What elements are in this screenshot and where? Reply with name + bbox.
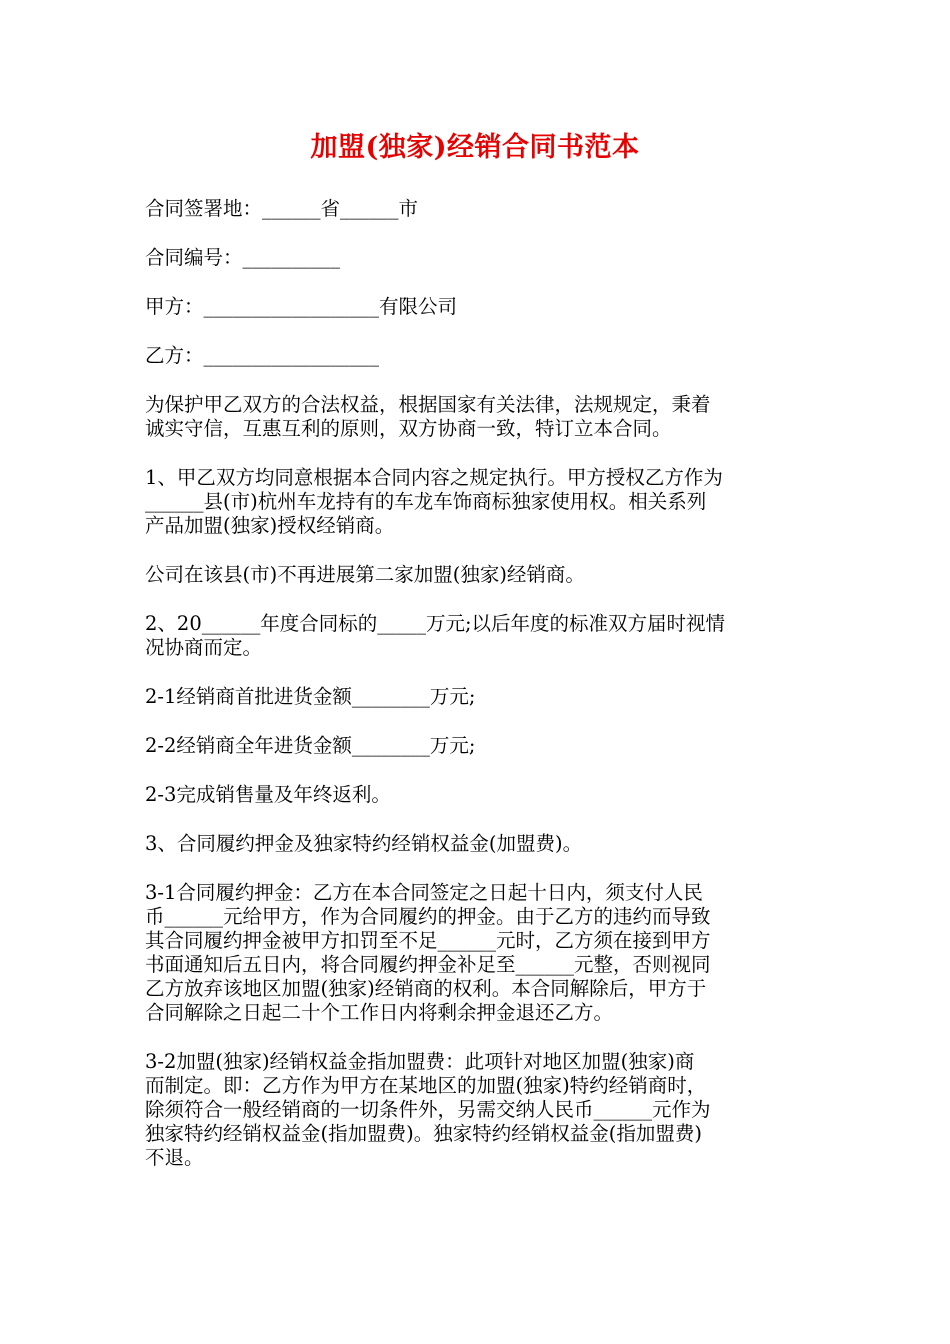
paragraph-line: 乙方：__________________	[145, 344, 380, 367]
paragraph-line: 3、合同履约押金及独家特约经销权益金(加盟费)。	[145, 832, 583, 855]
paragraph	[145, 612, 810, 660]
paragraph-line: 合同签署地：______省______市	[145, 197, 419, 220]
paragraph	[145, 563, 810, 587]
paragraph	[145, 246, 810, 270]
paragraph	[145, 197, 810, 221]
paragraph-line: 除须符合一般经销商的一切条件外，另需交纳人民币______元作为	[145, 1098, 711, 1121]
paragraph-line: 2-1经销商首批进货金额________万元;	[145, 685, 476, 708]
paragraph	[145, 344, 810, 368]
paragraph-line: 2-2经销商全年进货金额________万元;	[145, 734, 476, 757]
paragraph	[145, 466, 810, 538]
document-body	[145, 197, 810, 1195]
paragraph-line: 为保护甲乙双方的合法权益，根据国家有关法律，法规规定，秉着	[145, 393, 711, 416]
paragraph-line: 合同解除之日起二十个工作日内将剩余押金退还乙方。	[145, 1001, 614, 1024]
paragraph-line: 1、甲乙双方均同意根据本合同内容之规定执行。甲方授权乙方作为	[145, 466, 723, 489]
paragraph-line: 独家特约经销权益金(指加盟费)。独家特约经销权益金(指加盟费)	[145, 1122, 702, 1145]
paragraph	[145, 295, 810, 319]
paragraph-line: 3-1合同履约押金：乙方在本合同签定之日起十日内，须支付人民	[145, 881, 703, 904]
paragraph-line: 况协商而定。	[145, 636, 263, 659]
paragraph-line: 不退。	[145, 1146, 204, 1169]
paragraph-line: 书面通知后五日内，将合同履约押金补足至______元整，否则视同	[145, 953, 711, 976]
paragraph-line: ______县(市)杭州车龙持有的车龙车饰商标独家使用权。相关系列	[145, 490, 707, 513]
paragraph-line: 3-2加盟(独家)经销权益金指加盟费：此项针对地区加盟(独家)商	[145, 1050, 695, 1073]
paragraph	[145, 685, 810, 709]
paragraph-line: 2-3完成销售量及年终返利。	[145, 783, 391, 806]
paragraph	[145, 783, 810, 807]
paragraph	[145, 881, 810, 1025]
paragraph-line: 其合同履约押金被甲方扣罚至不足______元时，乙方须在接到甲方	[145, 929, 711, 952]
paragraph	[145, 734, 810, 758]
paragraph-line: 币______元给甲方，作为合同履约的押金。由于乙方的违约而导致	[145, 905, 711, 928]
paragraph-line: 产品加盟(独家)授权经销商。	[145, 514, 395, 537]
paragraph-line: 诚实守信，互惠互利的原则，双方协商一致，特订立本合同。	[145, 417, 672, 440]
paragraph-line: 合同编号：__________	[145, 246, 341, 269]
paragraph-line: 公司在该县(市)不再进展第二家加盟(独家)经销商。	[145, 563, 585, 586]
paragraph	[145, 832, 810, 856]
paragraph-line: 而制定。即：乙方作为甲方在某地区的加盟(独家)特约经销商时，	[145, 1074, 707, 1097]
paragraph-line: 甲方：__________________有限公司	[145, 295, 458, 318]
document-title: 加盟(独家)经销合同书范本	[310, 132, 640, 163]
paragraph-line: 2、20______年度合同标的_____万元;以后年度的标准双方届时视情	[145, 612, 726, 635]
paragraph-line: 乙方放弃该地区加盟(独家)经销商的权利。本合同解除后，甲方于	[145, 977, 707, 1000]
paragraph	[145, 1050, 810, 1170]
paragraph	[145, 393, 810, 441]
